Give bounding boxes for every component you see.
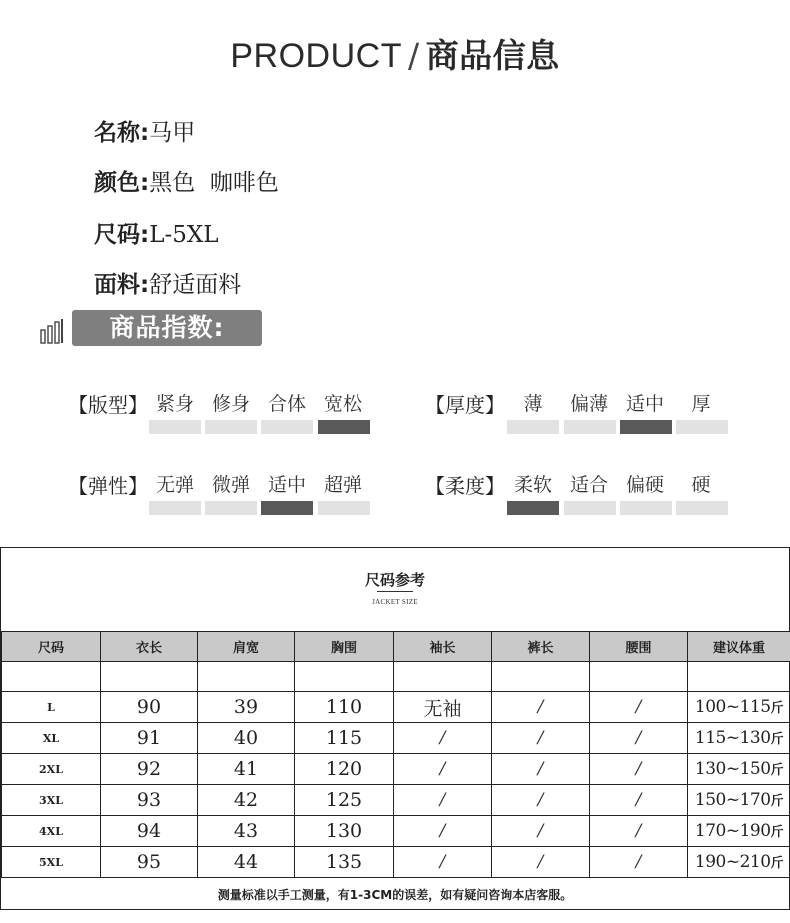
table-row (2, 692, 790, 723)
weight-unit: 斤 (770, 856, 784, 871)
table-cell-length: 91 (101, 723, 198, 754)
info-key: 名称: (94, 120, 150, 146)
table-cell (492, 662, 590, 692)
table-cell-shoulder: 43 (198, 816, 295, 847)
weight-unit: 斤 (770, 763, 784, 778)
weight-range: 170~190 (694, 821, 771, 841)
metric-option: 硬 (691, 474, 711, 496)
table-cell-size: 5XL (2, 847, 101, 878)
table-row (2, 723, 790, 754)
table-cell-shoulder: 41 (198, 754, 295, 785)
table-cell-length: 92 (101, 754, 198, 785)
table-cell-length: 93 (101, 785, 198, 816)
table-row (2, 847, 790, 878)
metric-option: 超弹 (323, 474, 362, 496)
table-cell-shoulder: 40 (198, 723, 295, 754)
metric-option: 宽松 (323, 393, 362, 415)
table-cell-weight (688, 723, 790, 754)
table-cell (688, 662, 790, 692)
table-cell-shoulder: 44 (198, 847, 295, 878)
table-header-cell: 建议体重 (688, 632, 790, 662)
table-header-cell: 胸围 (295, 632, 394, 662)
metric-option: 合体 (267, 393, 306, 415)
size-chart-divider (377, 591, 413, 592)
metric-label-elasticity: 【弹性】 (68, 474, 148, 498)
table-cell (2, 662, 101, 692)
title-en: PRODUCT (230, 37, 402, 75)
table-header-cell: 肩宽 (198, 632, 295, 662)
table-cell (198, 662, 295, 692)
metric-label-fit: 【版型】 (68, 393, 148, 417)
metric-option: 偏薄 (569, 393, 608, 415)
weight-range: 150~170 (694, 790, 771, 810)
table-row (2, 754, 790, 785)
metric-option: 微弹 (211, 474, 250, 496)
table-cell-chest: 135 (295, 847, 394, 878)
table-cell-pants: / (492, 816, 590, 847)
metric-option: 薄 (523, 393, 543, 415)
weight-range: 130~150 (694, 759, 771, 779)
title-separator: / (407, 36, 420, 75)
table-cell-pants: / (492, 754, 590, 785)
table-cell-weight (688, 692, 790, 723)
metric-option: 适合 (569, 474, 608, 496)
size-chart (0, 547, 790, 910)
metric-bar (318, 501, 370, 515)
table-cell-size: 2XL (2, 754, 101, 785)
table-cell-waist: / (590, 847, 688, 878)
metric-bar (564, 501, 616, 515)
table-cell-chest: 120 (295, 754, 394, 785)
table-header-cell: 腰围 (590, 632, 688, 662)
table-cell (590, 662, 688, 692)
metric-option: 适中 (625, 393, 664, 415)
table-cell-shoulder: 39 (198, 692, 295, 723)
weight-range: 190~210 (694, 852, 771, 872)
info-value: 舒适面料 (149, 272, 242, 298)
table-cell-sleeve: / (394, 754, 492, 785)
table-row-empty (2, 662, 790, 692)
table-cell-sleeve: 无袖 (394, 692, 492, 723)
table-cell-sleeve: / (394, 723, 492, 754)
measurement-note: 测量标准以手工测量，有1-3CM的误差，如有疑问咨询本店客服。 (217, 888, 573, 902)
table-header-row (2, 632, 790, 662)
info-key: 尺码: (94, 222, 150, 248)
metric-bar (620, 501, 672, 515)
table-cell-waist: / (590, 723, 688, 754)
metric-bar-selected (318, 420, 370, 434)
weight-unit: 斤 (770, 794, 784, 809)
table-cell (394, 662, 492, 692)
table-header-cell: 袖长 (394, 632, 492, 662)
table-cell-length: 95 (101, 847, 198, 878)
table-cell-size: L (2, 692, 101, 723)
size-chart-header (1, 548, 789, 631)
table-cell (295, 662, 394, 692)
metric-option: 偏硬 (625, 474, 664, 496)
weight-unit: 斤 (770, 701, 784, 716)
table-cell-shoulder: 42 (198, 785, 295, 816)
table-cell-waist: / (590, 754, 688, 785)
table-cell-size: 4XL (2, 816, 101, 847)
size-table (1, 631, 790, 878)
metric-option: 厚 (691, 393, 711, 415)
weight-range: 100~115 (694, 697, 771, 717)
metric-label-thickness: 【厚度】 (425, 393, 505, 417)
table-header-cell: 衣长 (101, 632, 198, 662)
table-header-cell: 尺码 (2, 632, 101, 662)
table-cell-sleeve: / (394, 816, 492, 847)
table-cell-waist: / (590, 785, 688, 816)
table-cell-sleeve: / (394, 847, 492, 878)
table-cell-pants: / (492, 692, 590, 723)
table-cell-weight (688, 816, 790, 847)
table-row (2, 785, 790, 816)
metric-option: 柔软 (513, 474, 552, 496)
table-cell-pants: / (492, 785, 590, 816)
table-cell-chest: 125 (295, 785, 394, 816)
size-rows (2, 692, 790, 878)
metric-bar-selected (507, 501, 559, 515)
table-cell-pants: / (492, 723, 590, 754)
table-cell-chest: 110 (295, 692, 394, 723)
table-cell-weight (688, 847, 790, 878)
info-value: L-5XL (149, 222, 219, 248)
table-header-cell: 裤长 (492, 632, 590, 662)
table-cell (101, 662, 198, 692)
metric-bar (205, 501, 257, 515)
table-cell-length: 94 (101, 816, 198, 847)
info-key: 面料: (94, 272, 150, 298)
metric-bar (676, 501, 728, 515)
index-title: 商品指数: (72, 310, 262, 346)
metric-bar-selected (620, 420, 672, 434)
metric-bar (507, 420, 559, 434)
metric-option: 紧身 (155, 393, 194, 415)
table-cell-chest: 115 (295, 723, 394, 754)
table-cell-waist: / (590, 692, 688, 723)
info-key: 颜色: (94, 170, 150, 196)
table-cell-weight (688, 785, 790, 816)
table-cell-chest: 130 (295, 816, 394, 847)
table-row (2, 816, 790, 847)
size-chart-subtitle: JACKET SIZE (372, 598, 418, 606)
metric-bar (564, 420, 616, 434)
table-cell-size: 3XL (2, 785, 101, 816)
metric-bar-selected (261, 501, 313, 515)
metric-option: 无弹 (155, 474, 194, 496)
size-chart-title: 尺码参考 (364, 571, 425, 589)
metric-bar (676, 420, 728, 434)
metric-bar (149, 501, 201, 515)
table-cell-weight (688, 754, 790, 785)
weight-range: 115~130 (694, 728, 771, 748)
title-cn: 商品信息 (425, 36, 560, 75)
info-value: 马甲 (149, 120, 196, 146)
metric-option: 修身 (211, 393, 250, 415)
table-cell-pants: / (492, 847, 590, 878)
metric-bar (205, 420, 257, 434)
metric-label-softness: 【柔度】 (425, 474, 505, 498)
table-cell-length: 90 (101, 692, 198, 723)
table-cell-sleeve: / (394, 785, 492, 816)
weight-unit: 斤 (770, 732, 784, 747)
metric-bar (261, 420, 313, 434)
table-cell-size: XL (2, 723, 101, 754)
metric-option: 适中 (267, 474, 306, 496)
metric-bar (149, 420, 201, 434)
weight-unit: 斤 (770, 825, 784, 840)
info-value: 黑色 咖啡色 (149, 170, 279, 196)
table-cell-waist: / (590, 816, 688, 847)
